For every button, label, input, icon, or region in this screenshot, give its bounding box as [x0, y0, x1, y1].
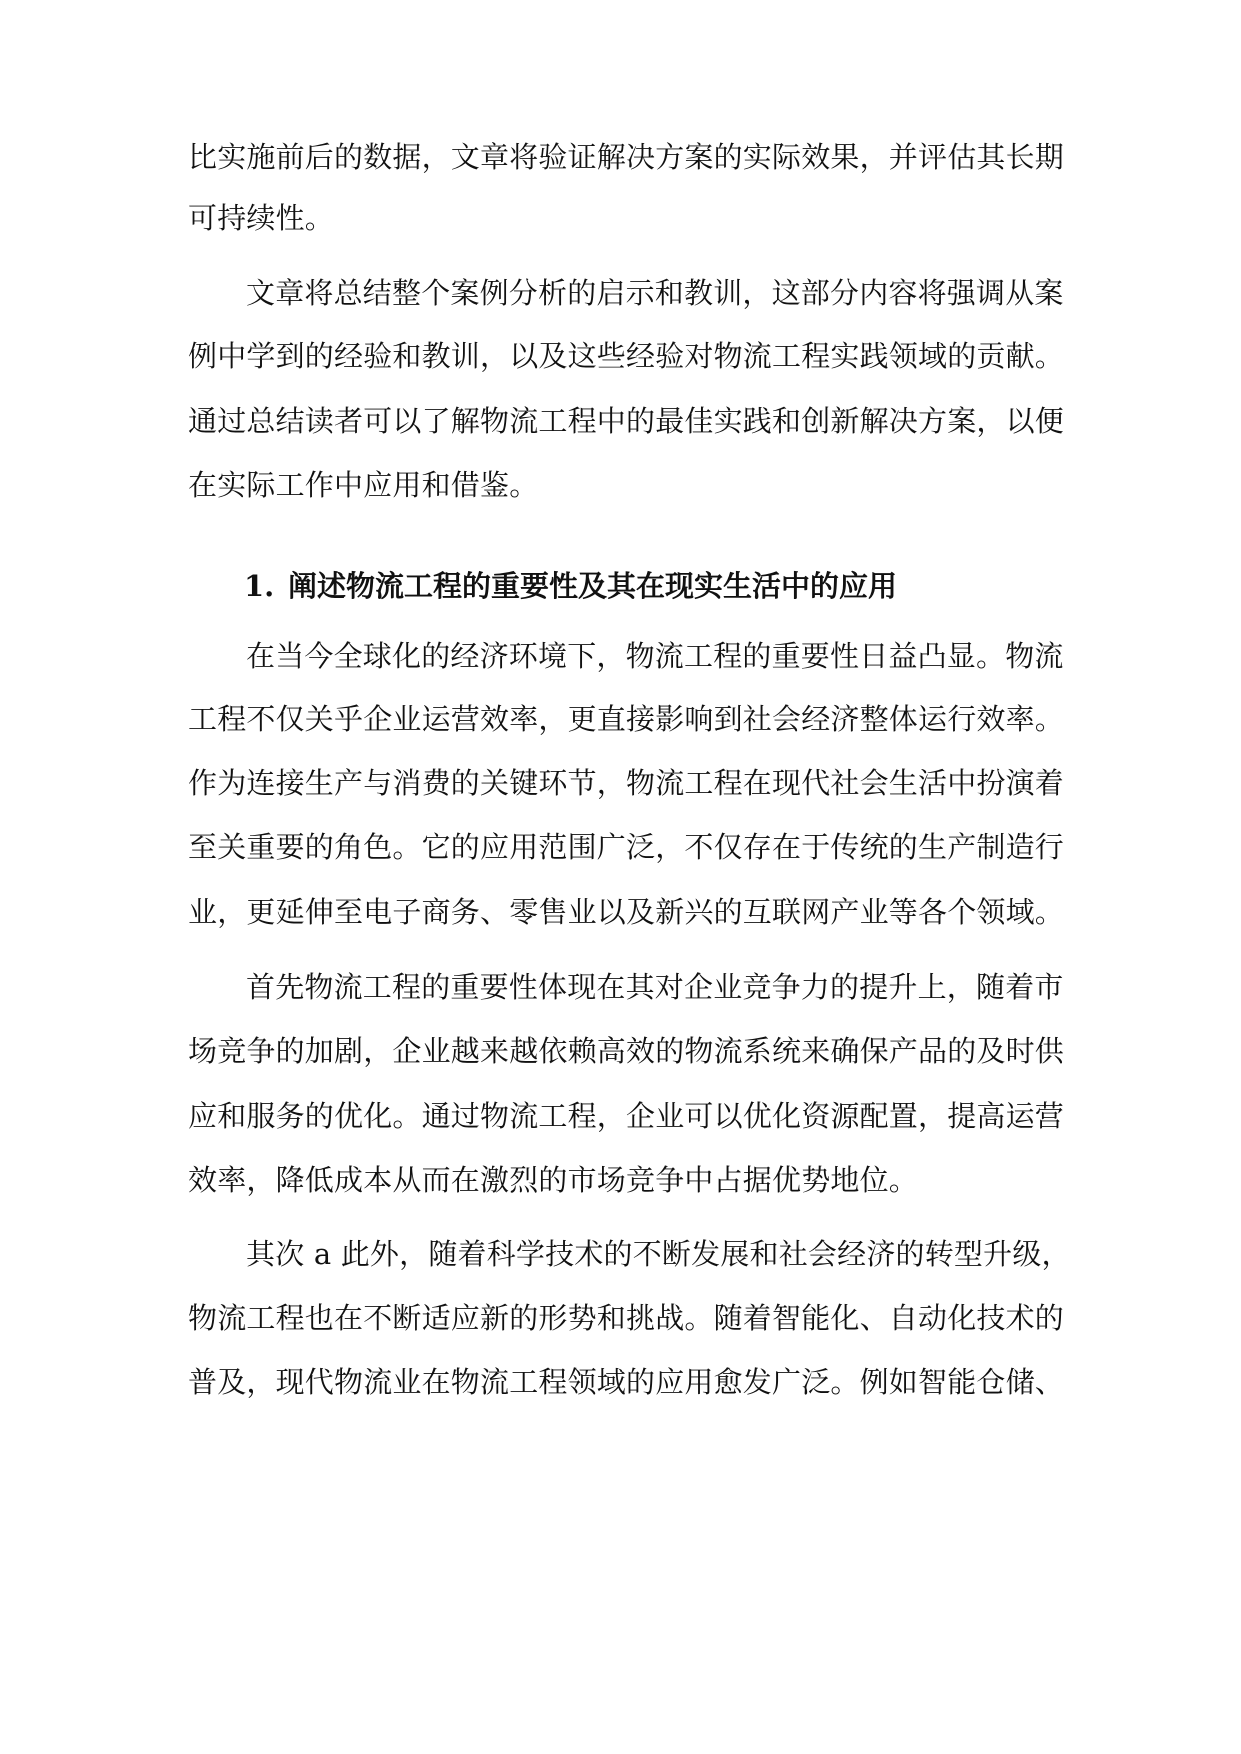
paragraph-2-line-1: 文章将总结整个案例分析的启示和教训，这部分内容将强调从案	[246, 276, 1064, 310]
paragraph-3-line-3: 作为连接生产与消费的关键环节，物流工程在现代社会生活中扮演着	[188, 766, 1065, 800]
paragraph-3-line-4: 至关重要的角色。它的应用范围广泛，不仅存在于传统的生产制造行	[188, 830, 1065, 864]
paragraph-3-line-2: 工程不仅关乎企业运营效率，更直接影响到社会经济整体运行效率。	[188, 702, 1065, 736]
paragraph-2-line-3: 通过总结读者可以了解物流工程中的最佳实践和创新解决方案，以便	[188, 404, 1065, 438]
paragraph-5-line-3: 普及，现代物流业在物流工程领域的应用愈发广泛。例如智能仓储、	[188, 1365, 1065, 1399]
paragraph-4-line-2: 场竞争的加剧，企业越来越依赖高效的物流系统来确保产品的及时供	[188, 1034, 1065, 1068]
section-title: 阐述物流工程的重要性及其在现实生活中的应用	[288, 569, 898, 603]
paragraph-1-line-1: 比实施前后的数据，文章将验证解决方案的实际效果，并评估其长期	[188, 140, 1065, 174]
paragraph-4-line-1: 首先物流工程的重要性体现在其对企业竞争力的提升上，随着市	[246, 970, 1064, 1004]
section-heading	[244, 566, 1068, 606]
paragraph-5-line-1: 其次 a 此外，随着科学技术的不断发展和社会经济的转型升级，	[246, 1237, 1071, 1271]
paragraph-2-line-2: 例中学到的经验和教训，以及这些经验对物流工程实践领域的贡献。	[188, 339, 1065, 373]
section-number: 1.	[244, 569, 275, 603]
paragraph-3-line-5: 业，更延伸至电子商务、零售业以及新兴的互联网产业等各个领域。	[188, 895, 1065, 929]
paragraph-4-line-4: 效率，降低成本从而在激烈的市场竞争中占据优势地位。	[188, 1163, 919, 1197]
paragraph-4-line-3: 应和服务的优化。通过物流工程，企业可以优化资源配置，提高运营	[188, 1099, 1065, 1133]
paragraph-2-line-4: 在实际工作中应用和借鉴。	[188, 468, 539, 502]
paragraph-5-line-2: 物流工程也在不断适应新的形势和挑战。随着智能化、自动化技术的	[188, 1301, 1065, 1335]
paragraph-3-line-1: 在当今全球化的经济环境下，物流工程的重要性日益凸显。物流	[246, 639, 1064, 673]
paragraph-1-line-2: 可持续性。	[188, 201, 335, 235]
